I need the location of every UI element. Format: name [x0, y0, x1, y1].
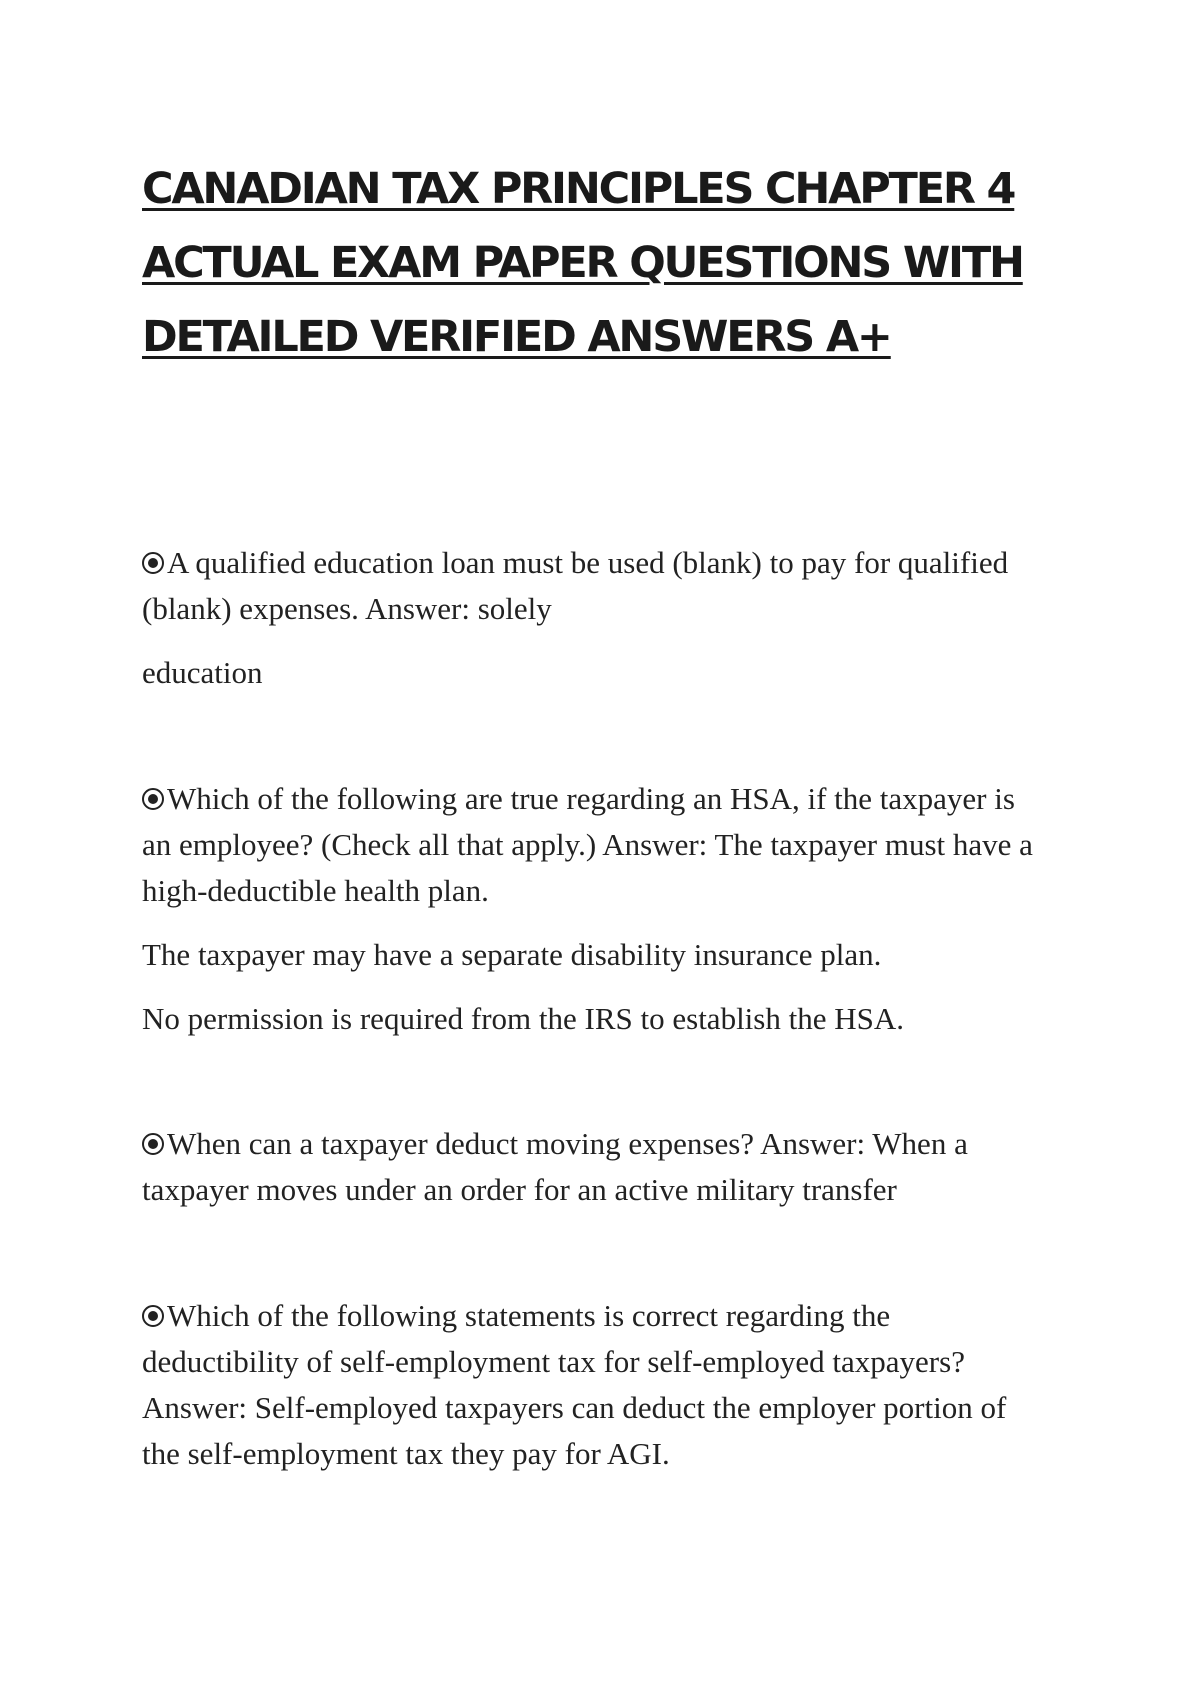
question-line: high-deductible health plan.	[142, 873, 489, 908]
radio-bullet-icon	[142, 788, 164, 810]
question-line: When can a taxpayer deduct moving expenses? Answer: When a	[142, 1121, 1082, 1167]
title-line: CANADIAN TAX PRINCIPLES CHAPTER 4	[142, 164, 1015, 214]
question-block	[142, 776, 1082, 1042]
question-line: taxpayer moves under an order for an active military transfer	[142, 1172, 897, 1207]
question-line: A qualified education loan must be used (blank) to pay for qualified	[142, 540, 1082, 586]
question-text	[142, 540, 1082, 632]
question-line: Answer: Self-employed taxpayers can deduct the employer portion of	[142, 1390, 1007, 1425]
question-text	[142, 1121, 1082, 1213]
question-line: Which of the following statements is correct regarding the	[142, 1293, 1082, 1339]
question-line: an employee? (Check all that apply.) Answer: The taxpayer must have a	[142, 827, 1033, 862]
radio-bullet-icon	[142, 1305, 164, 1327]
title-line: DETAILED VERIFIED ANSWERS A+	[142, 312, 891, 362]
question-text	[142, 776, 1082, 914]
answer-continuation: The taxpayer may have a separate disability insurance plan.	[142, 937, 882, 972]
question-block	[142, 540, 1082, 696]
question-text	[142, 1293, 1082, 1477]
radio-bullet-icon	[142, 552, 164, 574]
document-title	[142, 152, 1102, 374]
question-block	[142, 1121, 1082, 1213]
answer-continuation: education	[142, 655, 263, 690]
title-line: ACTUAL EXAM PAPER QUESTIONS WITH	[142, 238, 1023, 288]
radio-bullet-icon	[142, 1133, 164, 1155]
question-line: the self-employment tax they pay for AGI.	[142, 1436, 670, 1471]
question-line: (blank) expenses. Answer: solely	[142, 591, 552, 626]
answer-continuation: No permission is required from the IRS to establish the HSA.	[142, 1001, 904, 1036]
question-block	[142, 1293, 1082, 1477]
question-line: deductibility of self-employment tax for self-employed taxpayers?	[142, 1344, 965, 1379]
question-line: Which of the following are true regarding an HSA, if the taxpayer is	[142, 776, 1082, 822]
